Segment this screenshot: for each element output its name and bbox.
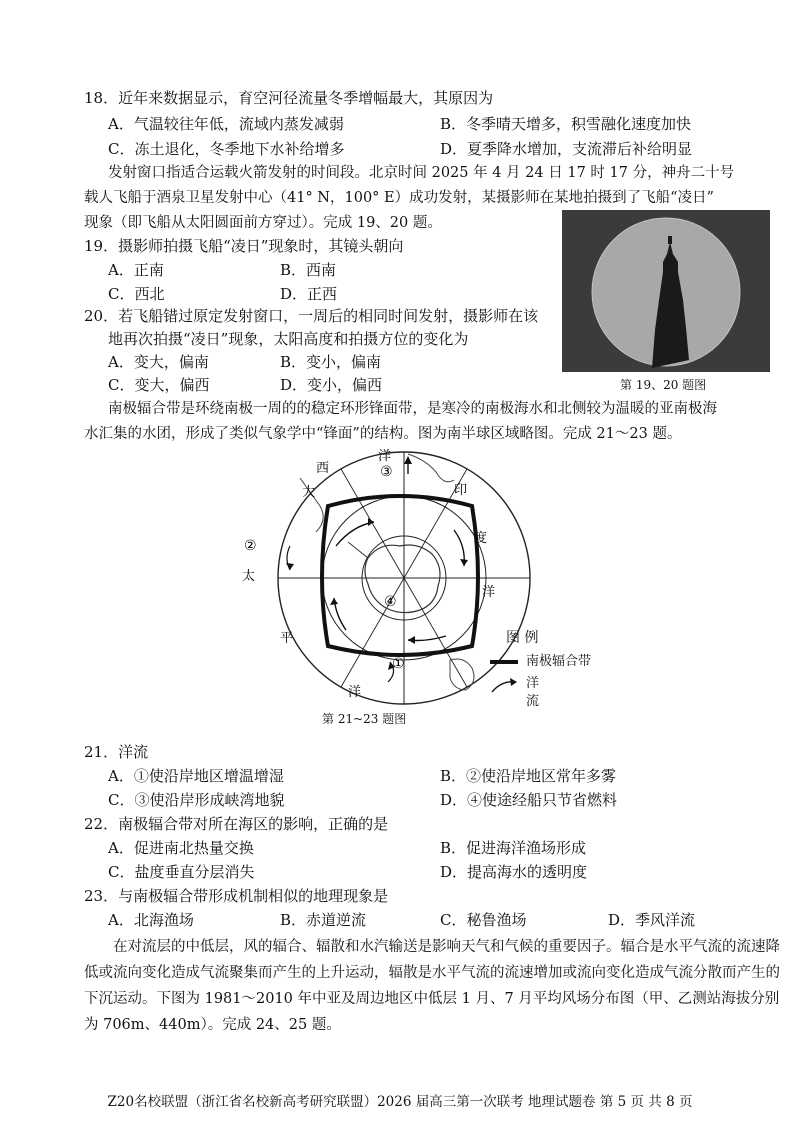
q22-option-d: D．提高海水的透明度: [440, 863, 588, 881]
legend-current-label-2: 流: [526, 694, 540, 709]
q19-stem: 19．摄影师拍摄飞船“凌日”现象时，其镜头朝向: [84, 237, 404, 255]
q19-option-a: A．正南: [108, 261, 164, 279]
q18-option-d: D．夏季降水增加，支流滞后补给明显: [440, 140, 693, 158]
legend-belt-label: 南极辐合带: [526, 654, 592, 669]
q20-option-a: A．变大，偏南: [108, 353, 209, 371]
legend-belt-swatch: [490, 660, 518, 664]
marker-1: ①: [392, 656, 405, 672]
map-label-yin: 印: [454, 483, 468, 498]
map-label-tai: 太: [242, 569, 256, 584]
q20-option-b: B．变小，偏南: [280, 353, 382, 371]
intro24-text: 在对流层的中低层，风的辐合、辐散和水汽输送是影响天气和气候的重要因子。辐合是水平气流的流速降低或流向变化造成气流聚集而产生的上升运动，辐散是水平气流的流速增加或流向变化造成气流分散而产生的下沉运动。下图为 1981～2010 年中亚及周边地区中低层 1 月、7 月平均风场分布图（甲、乙测站海拔分别为 706m、440m）。完成 24、25 题。: [84, 939, 780, 1033]
q18-stem: 18．近年来数据显示，育空河径流量冬季增幅最大，其原因为: [84, 89, 494, 107]
q23-stem: 23．与南极辐合带形成机制相似的地理现象是: [84, 887, 389, 905]
page-footer: Z20名校联盟（浙江省名校新高考研究联盟）2026 届高三第一次联考 地理试题卷 第 5 页 共 8 页: [107, 1094, 693, 1110]
map-label-ping: 平: [280, 631, 294, 646]
q23-option-a: A．北海渔场: [108, 911, 194, 929]
map-label-xi: 西: [316, 461, 330, 476]
q22-option-a: A．促进南北热量交换: [108, 839, 254, 857]
q22-stem: 22．南极辐合带对所在海区的影响，正确的是: [84, 815, 389, 833]
q18-option-a: A．气温较往年低，流域内蒸发减弱: [108, 115, 344, 133]
legend-title: 图 例: [506, 630, 539, 646]
intro24-paragraph: [84, 934, 784, 1038]
q20-stem-line2: 地再次拍摄“凌日”现象，太阳高度和拍摄方位的变化为: [108, 330, 469, 348]
map-label-yang-3: 洋: [348, 685, 362, 700]
q19-option-c: C．西北: [108, 285, 165, 303]
q21-stem: 21．洋流: [84, 743, 149, 761]
intro19-line1: 发射窗口指适合运载火箭发射的时间段。北京时间 2025 年 4 月 24 日 17 时 17 分，神舟二十号: [108, 165, 735, 181]
map-label-da: 大: [302, 485, 316, 500]
q21-option-b: B．②使沿岸地区常年多雾: [440, 767, 617, 785]
q21-option-a: A．①使沿岸地区增温增湿: [108, 767, 284, 785]
q19-option-b: B．西南: [280, 261, 337, 279]
q22-option-c: C．盐度垂直分层消失: [108, 863, 255, 881]
photo-caption: 第 19、20 题图: [620, 378, 707, 392]
q23-option-b: B．赤道逆流: [280, 911, 367, 929]
legend-current-arrow-icon: [490, 676, 520, 696]
q18-option-c: C．冻土退化，冬季地下水补给增多: [108, 140, 345, 158]
marker-3: ③: [380, 464, 393, 480]
q22-option-b: B．促进海洋渔场形成: [440, 839, 587, 857]
q19-option-d: D．正西: [280, 285, 338, 303]
map-label-yang-2: 洋: [482, 585, 496, 600]
marker-2: ②: [244, 538, 257, 554]
q20-stem-line1: 20．若飞船错过原定发射窗口，一周后的相同时间发射，摄影师在该: [84, 307, 539, 325]
intro21-line2: 水汇集的水团，形成了类似气象学中“锋面”的结构。图为南半球区域略图。完成 21～23 题。: [84, 426, 682, 442]
intro19-line2: 载人飞船于酒泉卫星发射中心（41° N，100° E）成功发射，某摄影师在某地拍摄到了飞船“凌日”: [84, 190, 714, 206]
q21-option-c: C．③使沿岸形成峡湾地貌: [108, 791, 285, 809]
legend-current-label-1: 洋: [526, 676, 540, 691]
map-label-yang-1: 洋: [378, 449, 392, 464]
marker-4: ④: [384, 594, 397, 610]
intro19-line3: 现象（即飞船从太阳圆面前方穿过）。完成 19、20 题。: [84, 215, 442, 231]
q23-option-d: D．季风洋流: [608, 911, 696, 929]
intro21-line1: 南极辐合带是环绕南极一周的的稳定环形锋面带，是寒冷的南极海水和北侧较为温暖的亚南极海: [108, 401, 717, 417]
q20-option-d: D．变小，偏西: [280, 376, 383, 394]
q18-option-b: B．冬季晴天增多，积雪融化速度加快: [440, 115, 692, 133]
q21-option-d: D．④使途经船只节省燃料: [440, 791, 618, 809]
transit-photo: [562, 210, 770, 372]
map-caption: 第 21~23 题图: [322, 712, 407, 726]
q20-option-c: C．变大，偏西: [108, 376, 210, 394]
q23-option-c: C．秘鲁渔场: [440, 911, 527, 929]
map-label-du: 度: [474, 531, 488, 546]
